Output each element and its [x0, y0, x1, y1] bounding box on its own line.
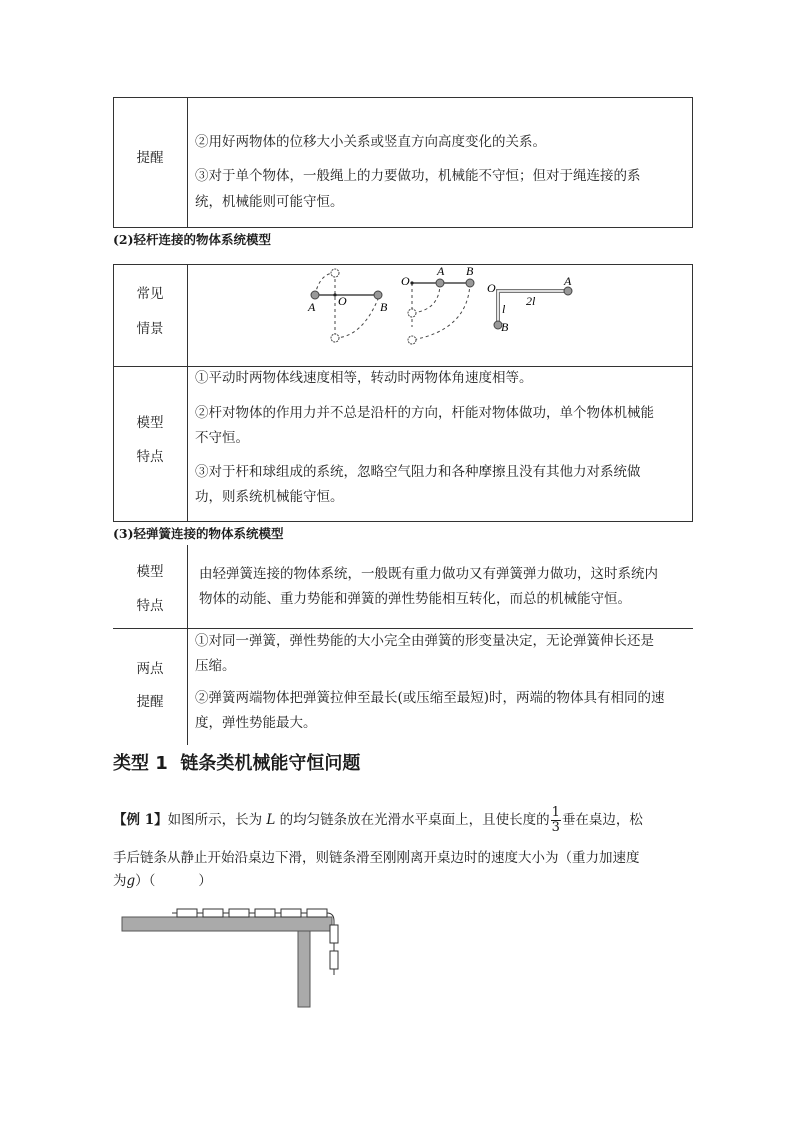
fig1-label-b: B [380, 300, 388, 314]
fig2-arc-inner [412, 283, 440, 313]
example-text-c: 垂在桌边，松 [561, 812, 643, 828]
section-title: 类型 1 链条类机械能守恒问题 [113, 753, 361, 774]
fig1-label-a: A [308, 300, 316, 314]
table3-row2-line-3: ②弹簧两端物体把弹簧拉伸至最长(或压缩至最短)时，两端的物体具有相同的速 [195, 690, 665, 706]
table2-feature-label-2: 特点 [136, 449, 164, 465]
rod-scenarios-figure [300, 265, 590, 365]
table3-row1-line-1: 由轻弹簧连接的物体系统，一般既有重力做功又有弹簧弹力做功，这时系统内 [199, 566, 658, 582]
example-var-g: g [126, 873, 136, 889]
table-top [122, 917, 332, 931]
table2-line-4: ③对于杆和球组成的系统，忽略空气阻力和各种摩擦且没有其他力对系统做 [195, 464, 641, 480]
fig1-ball-b [374, 291, 382, 299]
fig2-label-o: O [401, 274, 410, 288]
table1-item-2: ②用好两物体的位移大小关系或竖直方向高度变化的关系。 [195, 134, 546, 150]
example-line-2: 手后链条从静止开始沿桌边下滑，则链条滑至刚刚离开桌边时的速度大小为（重力加速度 [113, 850, 640, 866]
fraction-numerator: 1 [551, 805, 560, 820]
fig3-label-a: A [564, 274, 572, 288]
fig1-ball-a [311, 291, 319, 299]
table2-line-5: 功，则系统机械能守恒。 [195, 489, 344, 505]
fig2-label-a: A [437, 265, 445, 278]
fraction-one-third [551, 806, 561, 835]
example-text-a: 如图所示，长为 [167, 812, 263, 828]
chain-table-figure [120, 905, 360, 1010]
table-leg [298, 931, 310, 1007]
table3-remind-label-2: 提醒 [136, 694, 164, 710]
table1-item-3a: ③对于单个物体，一般绳上的力要做功，机械能不守恒；但对于绳连接的系 [195, 168, 641, 184]
fraction-denominator: 3 [551, 820, 560, 835]
example-line3-a: 为 [113, 873, 127, 889]
example-line-1 [113, 806, 643, 835]
table2-scene-label-1: 常见 [136, 286, 164, 302]
table3-feature-label-1: 模型 [136, 564, 164, 580]
table2-scene-label-2: 情景 [136, 321, 164, 337]
fig2-ball-a [436, 279, 444, 287]
table3-row2-line-2: 压缩。 [195, 658, 236, 674]
table1-item-3b: 统，机械能则可能守恒。 [195, 194, 344, 210]
fig3-label-2l: 2l [526, 294, 536, 308]
table3-row2-line-4: 度，弹性势能最大。 [195, 715, 317, 731]
fig2-ball-a-low [408, 309, 416, 317]
example-var-l: L [266, 812, 276, 828]
table3-row1-line-2: 物体的动能、重力势能和弹簧的弹性势能相互转化，而总的机械能守恒。 [199, 591, 631, 607]
fig2-label-b: B [466, 265, 474, 278]
table2-line-1: ①平动时两物体线速度相等，转动时两物体角速度相等。 [195, 370, 533, 386]
table2-line-3: 不守恒。 [195, 430, 249, 446]
fig1-ball-bottom [331, 334, 339, 342]
fig2-ball-b [466, 279, 474, 287]
table3-row2-line-1: ①对同一弹簧，弹性势能的大小完全由弹簧的形变量决定，无论弹簧伸长还是 [195, 633, 654, 649]
example-line-3 [113, 868, 212, 894]
heading-spring-model: (3)轻弹簧连接的物体系统模型 [113, 526, 284, 541]
fig1-label-o: O [338, 294, 347, 308]
table2-feature-label-1: 模型 [136, 415, 164, 431]
fig1-pivot [333, 293, 336, 296]
table3-remind-label-1: 两点 [136, 661, 164, 677]
example-text-b: 的均匀链条放在光滑水平桌面上，且使长度的 [275, 812, 550, 828]
table3-feature-label-2: 特点 [136, 598, 164, 614]
fig2-pivot [410, 281, 413, 284]
table2-line-2: ②杆对物体的作用力并不总是沿杆的方向，杆能对物体做功，单个物体机械能 [195, 405, 654, 421]
heading-rod-model: (2)轻杆连接的物体系统模型 [113, 232, 272, 247]
fig3-label-l: l [502, 302, 506, 316]
example-tag: 【例 1】 [113, 812, 168, 828]
fig1-ball-top [331, 269, 339, 277]
fig3-label-b: B [501, 320, 509, 334]
table1-label: 提醒 [136, 150, 164, 166]
fig3-ball-a [564, 287, 572, 295]
fig3-label-o: O [487, 281, 496, 295]
fig2-ball-b-low [408, 336, 416, 344]
example-line3-b: ）（ ） [135, 873, 212, 889]
